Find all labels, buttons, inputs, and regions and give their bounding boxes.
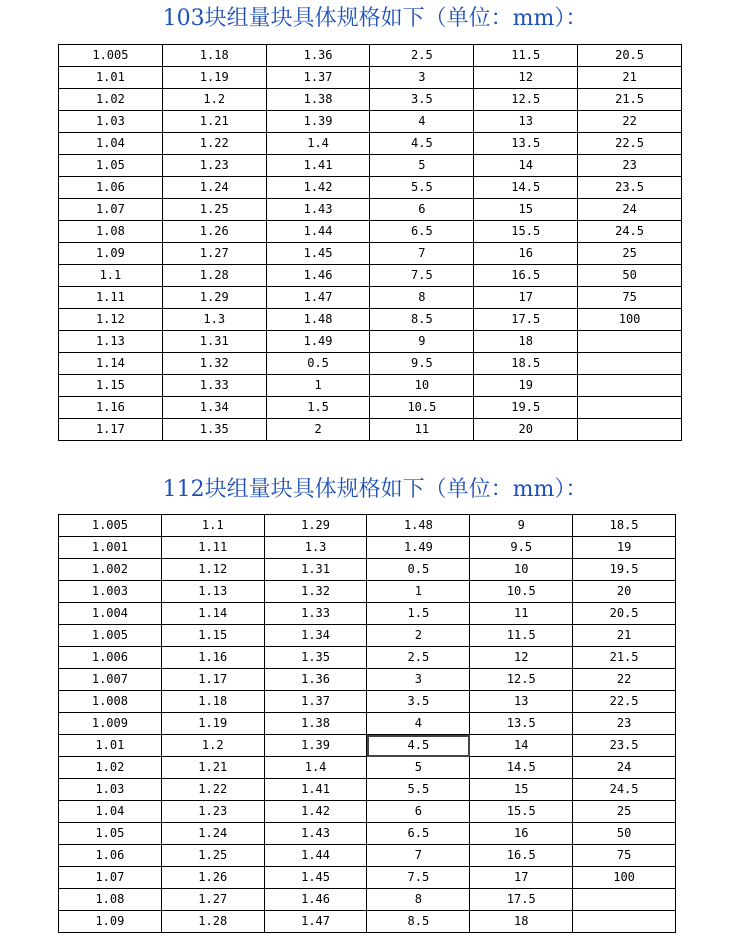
table-cell[interactable]: 17	[470, 867, 573, 889]
table-cell[interactable]	[578, 397, 682, 419]
table-cell[interactable]: 1.33	[162, 375, 266, 397]
table-cell[interactable]: 100	[578, 309, 682, 331]
table-cell[interactable]: 1.31	[264, 559, 367, 581]
table-row	[59, 691, 676, 713]
table-cell[interactable]: 1.24	[161, 823, 264, 845]
table-cell[interactable]: 100	[573, 867, 676, 889]
table-cell[interactable]: 1.16	[161, 647, 264, 669]
table-cell[interactable]: 1.13	[59, 331, 163, 353]
table-row	[59, 133, 682, 155]
table-cell[interactable]: 1.32	[264, 581, 367, 603]
table-cell[interactable]: 23	[573, 713, 676, 735]
table-cell[interactable]: 1.49	[266, 331, 370, 353]
table-cell[interactable]: 1.001	[59, 537, 162, 559]
table-cell[interactable]: 1.08	[59, 221, 163, 243]
table-cell[interactable]: 18.5	[573, 515, 676, 537]
table-row	[59, 177, 682, 199]
table-cell[interactable]: 1.09	[59, 911, 162, 933]
table-cell[interactable]: 1.32	[162, 353, 266, 375]
table-cell[interactable]: 9	[370, 331, 474, 353]
table-cell[interactable]: 1	[367, 581, 470, 603]
table-cell[interactable]: 18.5	[474, 353, 578, 375]
table-cell[interactable]: 1.36	[266, 45, 370, 67]
table-cell[interactable]: 1.21	[161, 757, 264, 779]
table-row	[59, 155, 682, 177]
table-cell[interactable]: 8	[367, 889, 470, 911]
table-cell[interactable]: 1.29	[264, 515, 367, 537]
table-cell[interactable]: 18	[474, 331, 578, 353]
table-cell[interactable]	[578, 375, 682, 397]
table-cell[interactable]: 1.4	[266, 133, 370, 155]
table-row	[59, 67, 682, 89]
table-cell[interactable]: 1.06	[59, 177, 163, 199]
table-row	[59, 397, 682, 419]
table-cell[interactable]: 13	[474, 111, 578, 133]
table-cell[interactable]: 4	[370, 111, 474, 133]
table-cell[interactable]: 1.27	[161, 889, 264, 911]
table-cell[interactable]: 1.3	[162, 309, 266, 331]
table-cell[interactable]	[573, 889, 676, 911]
table-cell[interactable]: 1.23	[161, 801, 264, 823]
table-cell[interactable]: 1.005	[59, 45, 163, 67]
table-cell[interactable]: 1.13	[161, 581, 264, 603]
table-cell[interactable]: 7.5	[367, 867, 470, 889]
table-cell[interactable]: 1.05	[59, 823, 162, 845]
table-cell[interactable]: 7	[367, 845, 470, 867]
table-cell[interactable]: 1.41	[266, 155, 370, 177]
table-cell[interactable]: 4.5	[370, 133, 474, 155]
table-cell[interactable]: 5	[370, 155, 474, 177]
table-cell[interactable]: 1.27	[162, 243, 266, 265]
table-cell[interactable]: 11.5	[474, 45, 578, 67]
table-cell[interactable]: 1.19	[162, 67, 266, 89]
spec-table-112	[58, 514, 676, 933]
table-cell[interactable]: 1.1	[59, 265, 163, 287]
table-cell[interactable]: 75	[573, 845, 676, 867]
table-cell[interactable]: 1.15	[59, 375, 163, 397]
table-cell[interactable]: 22	[578, 111, 682, 133]
table-row	[59, 889, 676, 911]
table-cell[interactable]: 1.11	[59, 287, 163, 309]
table-cell[interactable]: 3	[370, 67, 474, 89]
table-cell[interactable]: 1.34	[264, 625, 367, 647]
table-cell[interactable]: 1.31	[162, 331, 266, 353]
table-cell[interactable]: 9.5	[470, 537, 573, 559]
table-cell[interactable]: 8.5	[367, 911, 470, 933]
table-row	[59, 735, 676, 757]
section-title: 103块组量块具体规格如下（单位：mm）：	[162, 6, 588, 31]
table-row	[59, 669, 676, 691]
table-row	[59, 757, 676, 779]
table-cell[interactable]: 12.5	[474, 89, 578, 111]
selected-table-cell[interactable]: 4.5	[367, 735, 470, 757]
table-cell[interactable]: 1.28	[161, 911, 264, 933]
table-cell[interactable]: 16.5	[470, 845, 573, 867]
table-cell[interactable]: 1.03	[59, 111, 163, 133]
table-row	[59, 625, 676, 647]
table-row	[59, 309, 682, 331]
table-cell[interactable]: 1.46	[266, 265, 370, 287]
table-cell[interactable]: 1.3	[264, 537, 367, 559]
table-cell[interactable]: 1.19	[161, 713, 264, 735]
table-cell[interactable]: 13	[470, 691, 573, 713]
table-cell[interactable]: 1.17	[161, 669, 264, 691]
table-cell[interactable]: 1.04	[59, 801, 162, 823]
table-cell[interactable]: 10.5	[370, 397, 474, 419]
table-cell[interactable]: 10	[370, 375, 474, 397]
table-cell[interactable]: 1.44	[266, 221, 370, 243]
table-cell[interactable]: 50	[578, 265, 682, 287]
table-cell[interactable]: 19	[573, 537, 676, 559]
table-cell[interactable]: 1.4	[264, 757, 367, 779]
table-row	[59, 779, 676, 801]
table-cell[interactable]: 23.5	[573, 735, 676, 757]
table-cell[interactable]	[578, 419, 682, 441]
table-cell[interactable]: 1.07	[59, 867, 162, 889]
table-cell[interactable]: 1.49	[367, 537, 470, 559]
table-row	[59, 353, 682, 375]
table-row	[59, 581, 676, 603]
table-cell[interactable]: 25	[578, 243, 682, 265]
table-cell[interactable]: 1.12	[161, 559, 264, 581]
table-cell[interactable]: 14.5	[470, 757, 573, 779]
table-cell[interactable]: 3.5	[367, 691, 470, 713]
table-cell[interactable]: 1.004	[59, 603, 162, 625]
table-cell[interactable]: 1.1	[161, 515, 264, 537]
table-cell[interactable]: 50	[573, 823, 676, 845]
table-cell[interactable]: 15.5	[474, 221, 578, 243]
table-cell[interactable]: 24.5	[573, 779, 676, 801]
table-cell[interactable]: 75	[578, 287, 682, 309]
table-cell[interactable]: 1.21	[162, 111, 266, 133]
table-row	[59, 45, 682, 67]
table-cell[interactable]: 1.28	[162, 265, 266, 287]
table-cell[interactable]: 1.22	[162, 133, 266, 155]
table-cell[interactable]: 1.09	[59, 243, 163, 265]
table-cell[interactable]: 25	[573, 801, 676, 823]
table-cell[interactable]: 19.5	[474, 397, 578, 419]
table-cell[interactable]: 1.008	[59, 691, 162, 713]
table-row	[59, 713, 676, 735]
table-cell[interactable]: 24	[578, 199, 682, 221]
table-cell[interactable]: 1.17	[59, 419, 163, 441]
table-cell[interactable]: 23.5	[578, 177, 682, 199]
table-cell[interactable]: 17	[474, 287, 578, 309]
table-cell[interactable]: 1.005	[59, 625, 162, 647]
table-cell[interactable]: 0.5	[367, 559, 470, 581]
table-cell[interactable]: 1.25	[162, 199, 266, 221]
table-cell[interactable]: 1.45	[266, 243, 370, 265]
table-cell[interactable]: 12	[470, 647, 573, 669]
table-cell[interactable]: 1.48	[266, 309, 370, 331]
table-cell[interactable]: 1.37	[264, 691, 367, 713]
table-cell[interactable]: 24	[573, 757, 676, 779]
table-cell[interactable]: 5.5	[370, 177, 474, 199]
table-cell[interactable]: 1.14	[161, 603, 264, 625]
table-cell[interactable]: 1.43	[264, 823, 367, 845]
table-cell[interactable]: 19	[474, 375, 578, 397]
table-cell[interactable]: 20.5	[573, 603, 676, 625]
table-cell[interactable]: 20.5	[578, 45, 682, 67]
table-cell[interactable]: 14	[470, 735, 573, 757]
table-row	[59, 845, 676, 867]
table-cell[interactable]: 21	[578, 67, 682, 89]
table-cell[interactable]: 6	[367, 801, 470, 823]
table-cell[interactable]: 1.003	[59, 581, 162, 603]
table-cell[interactable]: 7	[370, 243, 474, 265]
table-cell[interactable]: 21.5	[578, 89, 682, 111]
table-cell[interactable]: 1.01	[59, 735, 162, 757]
table-cell[interactable]: 1.02	[59, 89, 163, 111]
table-row	[59, 603, 676, 625]
table-cell[interactable]: 12	[474, 67, 578, 89]
table-cell[interactable]: 22.5	[573, 691, 676, 713]
table-cell[interactable]: 1.006	[59, 647, 162, 669]
table-cell[interactable]: 8.5	[370, 309, 474, 331]
table-cell[interactable]	[573, 911, 676, 933]
table-cell[interactable]: 11	[470, 603, 573, 625]
table-cell[interactable]: 5	[367, 757, 470, 779]
table-cell[interactable]: 1.33	[264, 603, 367, 625]
table-cell[interactable]: 19.5	[573, 559, 676, 581]
table-cell[interactable]: 9	[470, 515, 573, 537]
table-cell[interactable]: 1.23	[162, 155, 266, 177]
table-row	[59, 647, 676, 669]
table-cell[interactable]: 1.05	[59, 155, 163, 177]
table-cell[interactable]: 1.43	[266, 199, 370, 221]
table-cell[interactable]: 1.5	[266, 397, 370, 419]
table-cell[interactable]: 1.45	[264, 867, 367, 889]
table-cell[interactable]: 1.36	[264, 669, 367, 691]
table-row	[59, 89, 682, 111]
table-row	[59, 823, 676, 845]
table-cell[interactable]: 1.24	[162, 177, 266, 199]
table-cell[interactable]: 1.35	[162, 419, 266, 441]
table-cell[interactable]: 6	[370, 199, 474, 221]
table-row	[59, 331, 682, 353]
table-cell[interactable]: 1.39	[266, 111, 370, 133]
table-cell[interactable]: 1.11	[161, 537, 264, 559]
table-cell[interactable]: 2.5	[367, 647, 470, 669]
table-cell[interactable]	[578, 331, 682, 353]
table-cell[interactable]: 3.5	[370, 89, 474, 111]
table-row	[59, 375, 682, 397]
table-cell[interactable]: 20	[573, 581, 676, 603]
table-cell[interactable]: 1.15	[161, 625, 264, 647]
table-cell[interactable]: 1.12	[59, 309, 163, 331]
table-row	[59, 515, 676, 537]
table-row	[59, 221, 682, 243]
table-cell[interactable]: 20	[474, 419, 578, 441]
table-cell[interactable]: 22	[573, 669, 676, 691]
table-cell[interactable]: 1.18	[162, 45, 266, 67]
table-cell[interactable]: 1.16	[59, 397, 163, 419]
table-cell[interactable]: 1.18	[161, 691, 264, 713]
table-cell[interactable]: 17.5	[470, 889, 573, 911]
table-cell[interactable]: 1.35	[264, 647, 367, 669]
table-cell[interactable]: 1.47	[266, 287, 370, 309]
table-cell[interactable]: 1.38	[264, 713, 367, 735]
table-cell[interactable]: 2	[266, 419, 370, 441]
section-title: 112块组量块具体规格如下（单位：mm）：	[162, 477, 588, 502]
table-cell[interactable]: 15.5	[470, 801, 573, 823]
table-cell[interactable]: 24.5	[578, 221, 682, 243]
table-cell[interactable]: 21	[573, 625, 676, 647]
table-cell[interactable]: 1.02	[59, 757, 162, 779]
table-cell[interactable]: 0.5	[266, 353, 370, 375]
table-cell[interactable]: 1.005	[59, 515, 162, 537]
table-cell[interactable]: 11	[370, 419, 474, 441]
table-cell[interactable]: 1.5	[367, 603, 470, 625]
table-row	[59, 867, 676, 889]
table-cell[interactable]: 2.5	[370, 45, 474, 67]
table-cell[interactable]: 1.47	[264, 911, 367, 933]
spec-table-103	[58, 44, 682, 441]
table-cell[interactable]: 1.14	[59, 353, 163, 375]
table-cell[interactable]: 12.5	[470, 669, 573, 691]
table-cell[interactable]: 1.007	[59, 669, 162, 691]
table-cell[interactable]: 8	[370, 287, 474, 309]
table-cell[interactable]: 15	[470, 779, 573, 801]
table-row	[59, 265, 682, 287]
table-cell[interactable]: 1.2	[162, 89, 266, 111]
table-cell[interactable]: 17.5	[474, 309, 578, 331]
table-cell[interactable]: 1.39	[264, 735, 367, 757]
table-cell[interactable]: 3	[367, 669, 470, 691]
table-cell[interactable]: 1.42	[264, 801, 367, 823]
table-cell[interactable]: 1.03	[59, 779, 162, 801]
table-cell[interactable]: 1.07	[59, 199, 163, 221]
table-cell[interactable]: 1	[266, 375, 370, 397]
table-row	[59, 199, 682, 221]
table-cell[interactable]: 18	[470, 911, 573, 933]
table-cell[interactable]: 9.5	[370, 353, 474, 375]
table-cell[interactable]: 6.5	[367, 823, 470, 845]
table-cell[interactable]: 1.06	[59, 845, 162, 867]
table-cell[interactable]: 22.5	[578, 133, 682, 155]
table-cell[interactable]: 7.5	[370, 265, 474, 287]
table-row	[59, 111, 682, 133]
table-cell[interactable]: 1.26	[161, 867, 264, 889]
table-cell[interactable]: 21.5	[573, 647, 676, 669]
table-cell[interactable]: 16	[470, 823, 573, 845]
table-cell[interactable]: 4	[367, 713, 470, 735]
table-row	[59, 537, 676, 559]
table-cell[interactable]: 1.2	[161, 735, 264, 757]
table-cell[interactable]: 1.22	[161, 779, 264, 801]
table-cell[interactable]: 1.26	[162, 221, 266, 243]
table-cell[interactable]: 23	[578, 155, 682, 177]
table-row	[59, 243, 682, 265]
table-cell[interactable]: 1.48	[367, 515, 470, 537]
table-cell[interactable]: 1.41	[264, 779, 367, 801]
table-cell[interactable]: 5.5	[367, 779, 470, 801]
table-cell[interactable]: 1.46	[264, 889, 367, 911]
table-cell[interactable]: 15	[474, 199, 578, 221]
table-cell[interactable]: 1.002	[59, 559, 162, 581]
table-cell[interactable]: 11.5	[470, 625, 573, 647]
table-cell[interactable]: 10.5	[470, 581, 573, 603]
table-cell[interactable]: 1.34	[162, 397, 266, 419]
table-cell[interactable]: 14	[474, 155, 578, 177]
table-cell[interactable]: 10	[470, 559, 573, 581]
table-cell[interactable]: 14.5	[474, 177, 578, 199]
table-cell[interactable]: 1.08	[59, 889, 162, 911]
table-cell[interactable]: 1.04	[59, 133, 163, 155]
table-cell[interactable]: 1.25	[161, 845, 264, 867]
table-row	[59, 559, 676, 581]
table-row	[59, 287, 682, 309]
table-cell[interactable]	[578, 353, 682, 375]
table-row	[59, 911, 676, 933]
table-cell[interactable]: 13.5	[470, 713, 573, 735]
table-cell[interactable]: 2	[367, 625, 470, 647]
table-cell[interactable]: 13.5	[474, 133, 578, 155]
table-cell[interactable]: 1.42	[266, 177, 370, 199]
table-cell[interactable]: 1.37	[266, 67, 370, 89]
table-cell[interactable]: 1.38	[266, 89, 370, 111]
table-cell[interactable]: 1.44	[264, 845, 367, 867]
table-cell[interactable]: 6.5	[370, 221, 474, 243]
table-cell[interactable]: 16.5	[474, 265, 578, 287]
table-cell[interactable]: 1.29	[162, 287, 266, 309]
table-cell[interactable]: 1.01	[59, 67, 163, 89]
table-cell[interactable]: 16	[474, 243, 578, 265]
table-row	[59, 419, 682, 441]
table-row	[59, 801, 676, 823]
table-cell[interactable]: 1.009	[59, 713, 162, 735]
